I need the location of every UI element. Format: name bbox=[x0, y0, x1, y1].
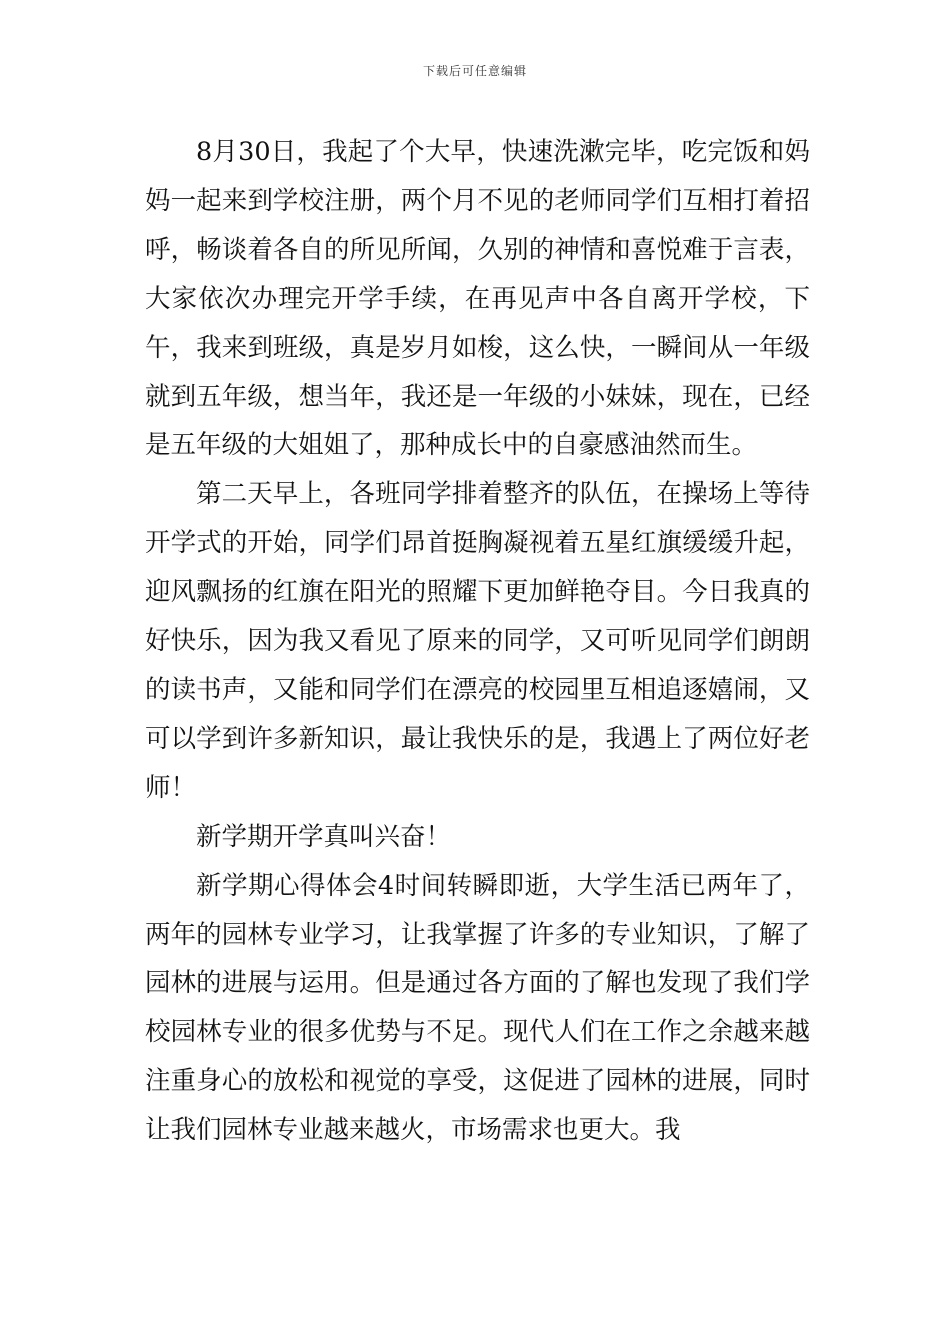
paragraph: 新学期心得体会4时间转瞬即逝，大学生活已两年了，两年的园林专业学习，让我掌握了许多的专业知识，了解了园林的进展与运用。但是通过各方面的了解也发现了我们学校园林专业的很多优势与不足。现代人们在工作之余越来越注重身心的放松和视觉的享受，这促进了园林的进展，同时让我们园林专业越来越火，市场需求也更大。我 bbox=[145, 870, 810, 1146]
document-body bbox=[145, 128, 810, 1155]
paragraph: 8月30日，我起了个大早，快速洗漱完毕，吃完饭和妈妈一起来到学校注册，两个月不见的老师同学们互相打着招呼，畅谈着各自的所见所闻，久别的神情和喜悦难于言表，大家依次办理完开学手续，在再见声中各自离开学校，下午，我来到班级，真是岁月如梭，这么快，一瞬间从一年级就到五年级，想当年，我还是一年级的小妹妹，现在，已经是五年级的大姐姐了，那种成长中的自豪感油然而生。 bbox=[145, 137, 810, 461]
paragraph: 第二天早上，各班同学排着整齐的队伍，在操场上等待开学式的开始，同学们昂首挺胸凝视着五星红旗缓缓升起，迎风飘扬的红旗在阳光的照耀下更加鲜艳夺目。今日我真的好快乐，因为我又看见了原来的同学，又可听见同学们朗朗的读书声，又能和同学们在漂亮的校园里互相追逐嬉闹，又可以学到许多新知识，最让我快乐的是，我遇上了两位好老师！ bbox=[145, 479, 810, 803]
paragraph: 新学期开学真叫兴奋！ bbox=[196, 821, 452, 852]
header-note: 下载后可任意编辑 bbox=[422, 64, 527, 78]
